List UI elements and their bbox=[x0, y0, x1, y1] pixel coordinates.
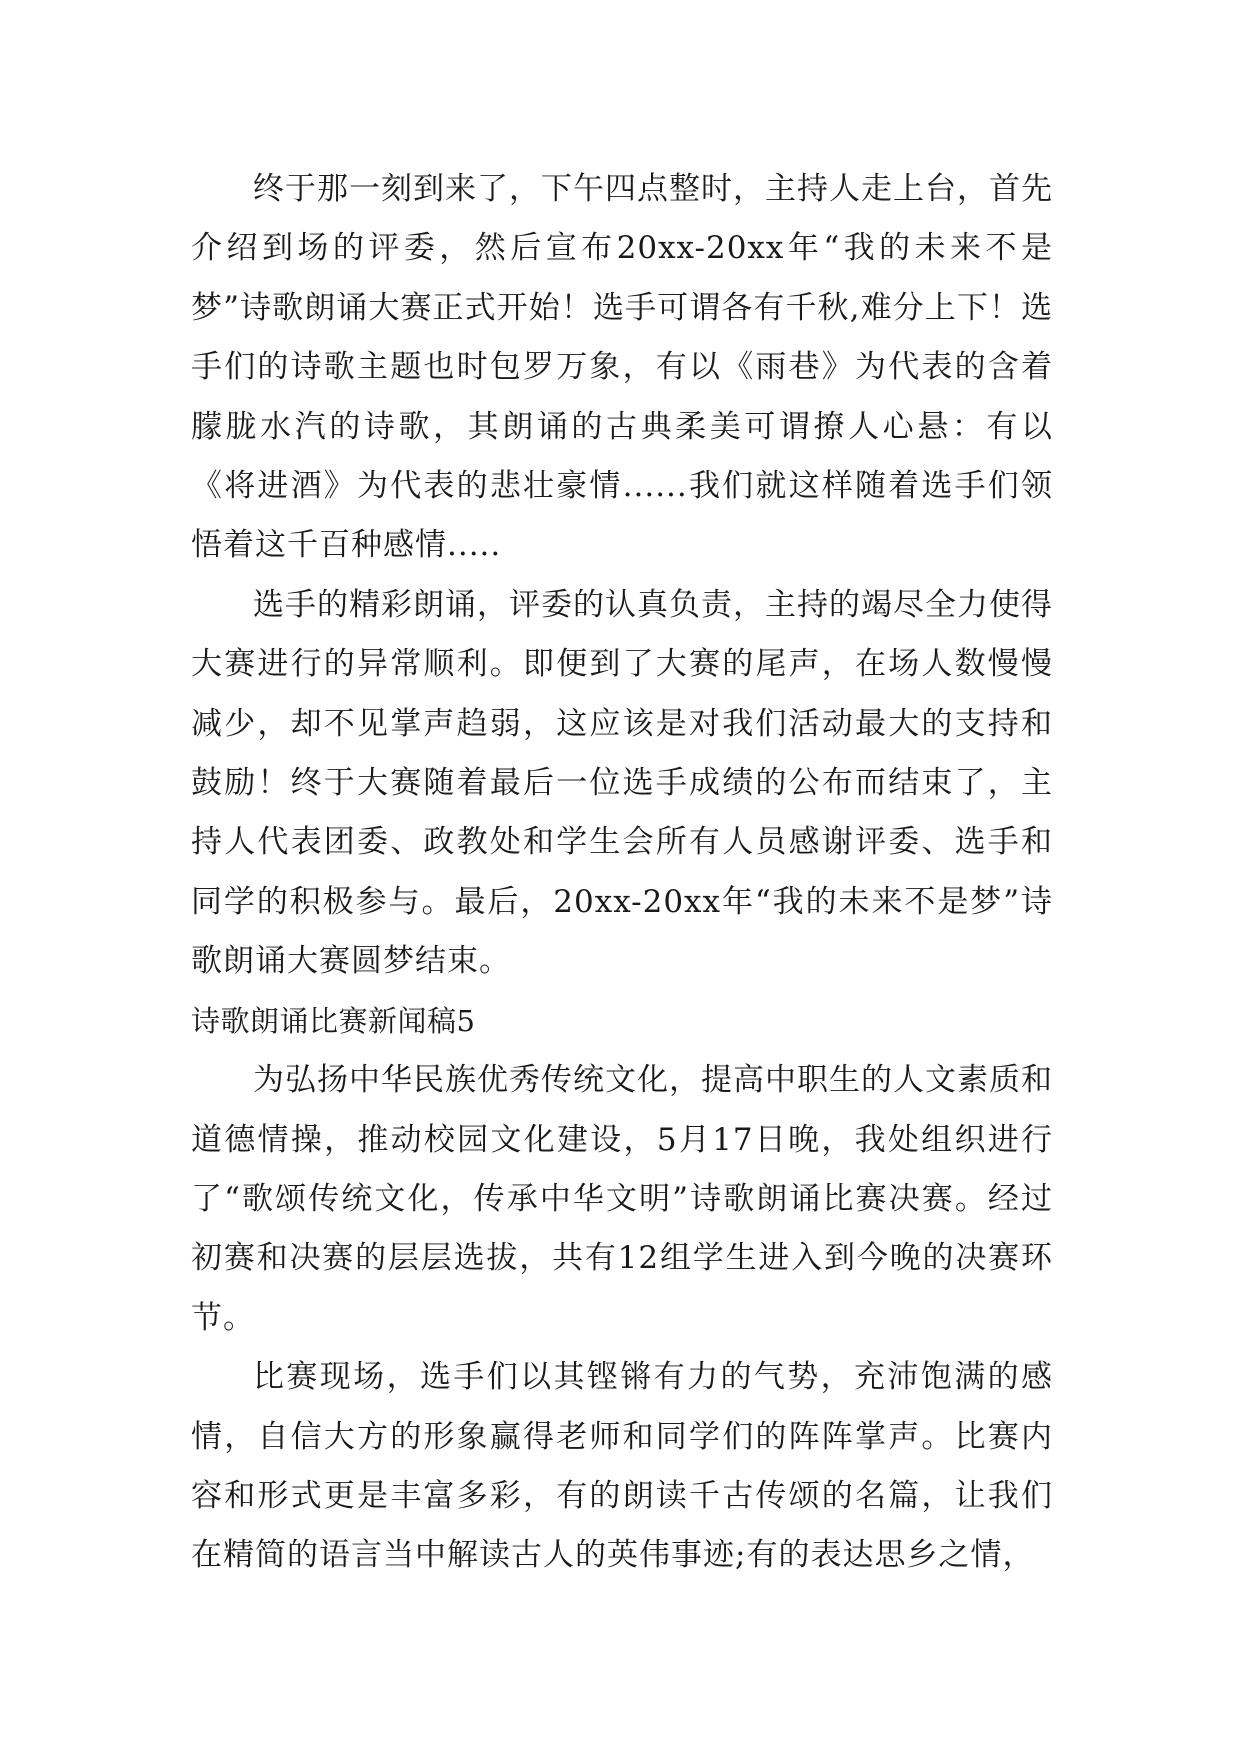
document-body bbox=[191, 160, 1053, 1586]
paragraph-ceremony-closing: 选手的精彩朗诵，评委的认真负责，主持的竭尽全力使得大赛进行的异常顺利。即便到了大赛的尾声，在场人数慢慢减少，却不见掌声趋弱，这应该是对我们活动最大的支持和鼓励！终于大赛随着最后一位选手成绩的公布而结束了，主持人代表团委、政教处和学生会所有人员感谢评委、选手和同学的积极参与。最后，20xx-20xx年“我的未来不是梦”诗歌朗诵大赛圆梦结束。 bbox=[191, 586, 1053, 980]
paragraph-ceremony-opening: 终于那一刻到来了，下午四点整时，主持人走上台，首先介绍到场的评委，然后宣布20xx-20xx年“我的未来不是梦”诗歌朗诵大赛正式开始！选手可谓各有千秋,难分上下！选手们的诗歌主题也时包罗万象，有以《雨巷》为代表的含着朦胧水汽的诗歌，其朗诵的古典柔美可谓撩人心悬：有以《将进酒》为代表的悲壮豪情......我们就这样随着选手们领悟着这千百种感情..... bbox=[191, 171, 1053, 564]
section-heading: 诗歌朗诵比赛新闻稿5 bbox=[191, 1003, 476, 1038]
paragraph-final-intro: 为弘扬中华民族优秀传统文化，提高中职生的人文素质和道德情操，推动校园文化建设，5月17日晚，我处组织进行了“歌颂传统文化，传承中华文明”诗歌朗诵比赛决赛。经过初赛和决赛的层层选拔，共有12组学生进入到今晚的决赛环节。 bbox=[191, 1062, 1053, 1336]
paragraph-final-scene: 比赛现场，选手们以其铿锵有力的气势，充沛饱满的感情，自信大方的形象赢得老师和同学们的阵阵掌声。比赛内容和形式更是丰富多彩，有的朗读千古传颂的名篇，让我们在精简的语言当中解读古人的英伟事迹;有的表达思乡之情， bbox=[191, 1359, 1053, 1574]
